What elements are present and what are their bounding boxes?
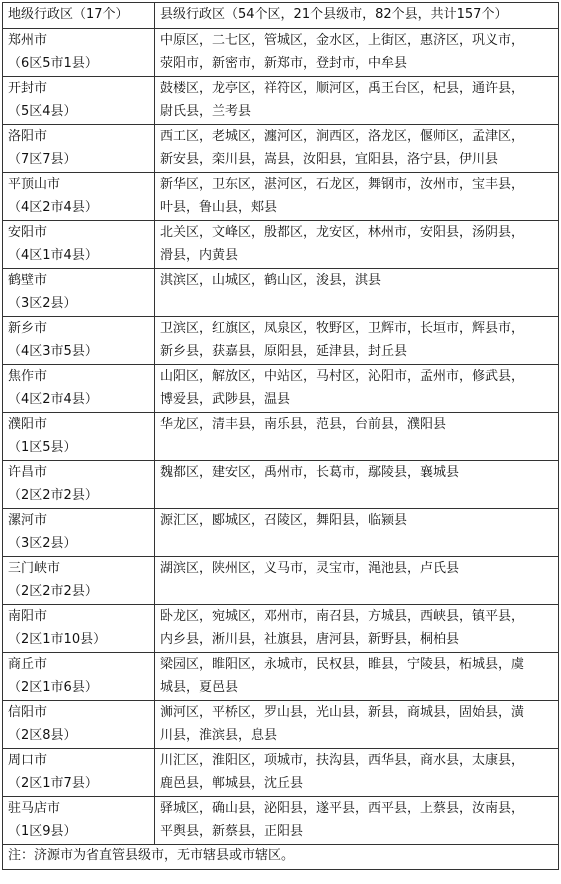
county-list-line: 荥阳市，新密市，新郑市，登封市，中牟县 <box>160 56 408 71</box>
prefecture-name: 南阳市 <box>8 609 48 624</box>
prefecture-counts: （7区7县） <box>8 152 77 167</box>
table-row <box>3 125 559 173</box>
prefecture-counts: （1区5县） <box>8 440 77 455</box>
county-list-line: 新安县，栾川县，嵩县，汝阳县，宜阳县，洛宁县，伊川县 <box>160 152 499 167</box>
table-row <box>3 173 559 221</box>
county-list-line: 北关区，文峰区，殷都区，龙安区，林州市，安阳县，汤阴县， <box>160 225 525 240</box>
county-list-line: 滑县，内黄县 <box>160 248 239 263</box>
table-row <box>3 365 559 413</box>
prefecture-name: 开封市 <box>8 81 48 96</box>
county-list-line: 川汇区，淮阳区，项城市，扶沟县，西华县，商水县，太康县， <box>160 753 525 768</box>
prefecture-counts: （4区2市4县） <box>8 392 98 407</box>
county-list-line: 城县，夏邑县 <box>160 680 239 695</box>
county-list-line: 尉氏县，兰考县 <box>160 104 252 119</box>
county-list-line: 驿城区，确山县，泌阳县，遂平县，西平县，上蔡县，汝南县， <box>160 801 525 816</box>
county-list-line: 中原区，二七区，管城区，金水区，上街区，惠济区，巩义市， <box>160 33 525 48</box>
prefecture-name: 濮阳市 <box>8 417 48 432</box>
county-list-line: 魏都区，建安区，禹州市，长葛市，鄢陵县，襄城县 <box>160 465 460 480</box>
county-list-cell <box>155 77 559 125</box>
prefecture-name: 安阳市 <box>8 225 48 240</box>
prefecture-counts: （3区2县） <box>8 536 77 551</box>
prefecture-cell <box>3 461 155 509</box>
prefecture-name: 三门峡市 <box>8 561 61 576</box>
county-list-cell <box>155 749 559 797</box>
county-list-line: 卫滨区，红旗区，凤泉区，牧野区，卫辉市，长垣市，辉县市， <box>160 321 525 336</box>
table-body <box>3 3 559 870</box>
prefecture-name: 焦作市 <box>8 369 48 384</box>
county-list-cell <box>155 29 559 77</box>
prefecture-counts: （2区2市2县） <box>8 488 98 503</box>
county-list-line: 川县，淮滨县，息县 <box>160 728 278 743</box>
table-row <box>3 557 559 605</box>
prefecture-counts: （6区5市1县） <box>8 56 98 71</box>
prefecture-cell <box>3 701 155 749</box>
table-row <box>3 653 559 701</box>
prefecture-counts: （2区8县） <box>8 728 77 743</box>
table-row <box>3 29 559 77</box>
prefecture-cell <box>3 509 155 557</box>
prefecture-name: 鹤壁市 <box>8 273 48 288</box>
county-list-cell <box>155 509 559 557</box>
county-list-cell <box>155 653 559 701</box>
table-row <box>3 269 559 317</box>
table-row <box>3 605 559 653</box>
prefecture-counts: （5区4县） <box>8 104 77 119</box>
county-list-cell <box>155 365 559 413</box>
county-list-line: 华龙区，清丰县，南乐县，范县，台前县，濮阳县 <box>160 417 447 432</box>
county-list-line: 平舆县，新蔡县，正阳县 <box>160 824 304 839</box>
county-list-line: 梁园区，睢阳区，永城市，民权县，睢县，宁陵县，柘城县，虞 <box>160 657 525 672</box>
county-list-line: 博爱县，武陟县，温县 <box>160 392 291 407</box>
table-row <box>3 317 559 365</box>
county-list-line: 浉河区，平桥区，罗山县，光山县，新县，商城县，固始县，潢 <box>160 705 525 720</box>
table-row <box>3 797 559 845</box>
county-list-line: 新华区，卫东区，湛河区，石龙区，舞钢市，汝州市，宝丰县， <box>160 177 525 192</box>
prefecture-cell <box>3 29 155 77</box>
county-list-line: 叶县，鲁山县，郏县 <box>160 200 278 215</box>
county-list-cell <box>155 221 559 269</box>
table-row <box>3 701 559 749</box>
table-row <box>3 413 559 461</box>
county-list-line: 内乡县，淅川县，社旗县，唐河县，新野县，桐柏县 <box>160 632 460 647</box>
prefecture-name: 新乡市 <box>8 321 48 336</box>
prefecture-name: 郑州市 <box>8 33 48 48</box>
prefecture-cell <box>3 653 155 701</box>
prefecture-name: 漯河市 <box>8 513 48 528</box>
county-list-cell <box>155 269 559 317</box>
county-list-line: 源汇区，郾城区，召陵区，舞阳县，临颍县 <box>160 513 408 528</box>
county-list-cell <box>155 797 559 845</box>
prefecture-cell <box>3 317 155 365</box>
prefecture-name: 驻马店市 <box>8 801 61 816</box>
county-list-line: 鹿邑县，郸城县，沈丘县 <box>160 776 304 791</box>
table-row <box>3 461 559 509</box>
county-list-cell <box>155 125 559 173</box>
prefecture-counts: （1区9县） <box>8 824 77 839</box>
prefecture-counts: （2区1市6县） <box>8 680 98 695</box>
table-row <box>3 509 559 557</box>
prefecture-counts: （4区2市4县） <box>8 200 98 215</box>
prefecture-counts: （3区2县） <box>8 296 77 311</box>
prefecture-counts: （4区3市5县） <box>8 344 98 359</box>
county-list-line: 西工区，老城区，瀍河区，涧西区，洛龙区，偃师区，孟津区， <box>160 129 525 144</box>
county-list-cell <box>155 605 559 653</box>
county-list-line: 淇滨区，山城区，鹤山区，浚县，淇县 <box>160 273 382 288</box>
county-list-line: 新乡县，获嘉县，原阳县，延津县，封丘县 <box>160 344 408 359</box>
prefecture-name: 许昌市 <box>8 465 48 480</box>
prefecture-cell <box>3 605 155 653</box>
prefecture-name: 信阳市 <box>8 705 48 720</box>
prefecture-cell <box>3 269 155 317</box>
prefecture-cell <box>3 749 155 797</box>
county-list-cell <box>155 557 559 605</box>
county-list-line: 山阳区，解放区，中站区，马村区，沁阳市，孟州市，修武县， <box>160 369 525 384</box>
note-row <box>3 845 559 870</box>
table-header-row <box>3 3 559 29</box>
prefecture-cell <box>3 77 155 125</box>
prefecture-name: 商丘市 <box>8 657 48 672</box>
admin-divisions-table <box>2 2 559 870</box>
prefecture-name: 洛阳市 <box>8 129 48 144</box>
prefecture-counts: （2区1市10县） <box>8 632 107 647</box>
prefecture-counts: （4区1市4县） <box>8 248 98 263</box>
table-row <box>3 749 559 797</box>
county-list-line: 湖滨区，陕州区，义马市，灵宝市，渑池县，卢氏县 <box>160 561 460 576</box>
county-list-cell <box>155 173 559 221</box>
county-list-cell <box>155 413 559 461</box>
prefecture-cell <box>3 365 155 413</box>
county-list-line: 卧龙区，宛城区，邓州市，南召县，方城县，西峡县，镇平县， <box>160 609 525 624</box>
prefecture-name: 周口市 <box>8 753 48 768</box>
prefecture-cell <box>3 125 155 173</box>
footnote: 注：济源市为省直管县级市，无市辖县或市辖区。 <box>3 845 559 870</box>
prefecture-cell <box>3 173 155 221</box>
prefecture-cell <box>3 797 155 845</box>
county-list-cell <box>155 701 559 749</box>
prefecture-counts: （2区2市2县） <box>8 584 98 599</box>
county-list-line: 鼓楼区，龙亭区，祥符区，顺河区，禹王台区，杞县，通许县， <box>160 81 525 96</box>
county-list-cell <box>155 461 559 509</box>
prefecture-counts: （2区1市7县） <box>8 776 98 791</box>
table-row <box>3 221 559 269</box>
prefecture-cell <box>3 221 155 269</box>
prefecture-cell <box>3 557 155 605</box>
header-prefecture: 地级行政区（17个） <box>3 3 155 29</box>
table-row <box>3 77 559 125</box>
prefecture-cell <box>3 413 155 461</box>
prefecture-name: 平顶山市 <box>8 177 61 192</box>
county-list-cell <box>155 317 559 365</box>
header-county: 县级行政区（54个区，21个县级市，82个县，共计157个） <box>155 3 559 29</box>
